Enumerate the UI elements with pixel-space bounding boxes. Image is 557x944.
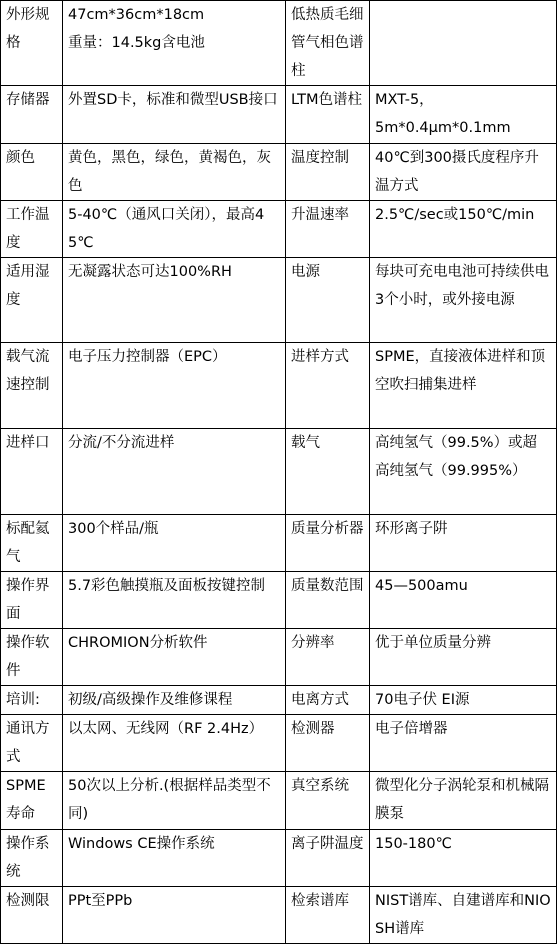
cell-label: 通讯方式 — [1, 715, 63, 772]
table-row — [1, 144, 557, 201]
cell-label: 检测器 — [286, 715, 370, 772]
cell-label: 载气 — [286, 429, 370, 515]
cell-value: 70电子伏 EI源 — [370, 686, 557, 715]
cell-value: 初级/高级操作及维修课程 — [63, 686, 286, 715]
cell-label: 培训: — [1, 686, 63, 715]
table-row — [1, 429, 557, 515]
table-row — [1, 572, 557, 629]
table-row — [1, 1, 557, 86]
table-row — [1, 515, 557, 572]
table-row — [1, 772, 557, 830]
cell-value: 无凝露状态可达100%RH — [63, 258, 286, 343]
table-row — [1, 887, 557, 944]
cell-label: 标配氦气 — [1, 515, 63, 572]
cell-label: 存储器 — [1, 86, 63, 144]
cell-value: PPt至PPb — [63, 887, 286, 944]
cell-value: 优于单位质量分辨 — [370, 629, 557, 686]
cell-value: CHROMION分析软件 — [63, 629, 286, 686]
cell-label: 外形规格 — [1, 1, 63, 86]
cell-value: 50次以上分析.(根据样品类型不同) — [63, 772, 286, 830]
cell-value: 每块可充电电池可持续供电3个小时，或外接电源 — [370, 258, 557, 343]
cell-value: SPME，直接液体进样和顶空吹扫捕集进样 — [370, 343, 557, 429]
cell-label: 进样方式 — [286, 343, 370, 429]
cell-label: 工作温度 — [1, 201, 63, 258]
cell-label: SPME寿命 — [1, 772, 63, 830]
cell-label: 升温速率 — [286, 201, 370, 258]
cell-value: MXT-5， 5m*0.4μm*0.1mm — [370, 86, 557, 144]
cell-label: 质量分析器 — [286, 515, 370, 572]
cell-value: 电子压力控制器（EPC） — [63, 343, 286, 429]
cell-label: 载气流速控制 — [1, 343, 63, 429]
cell-label: 电离方式 — [286, 686, 370, 715]
cell-label: 分辨率 — [286, 629, 370, 686]
cell-value: 45—500amu — [370, 572, 557, 629]
cell-label: 操作系统 — [1, 830, 63, 887]
cell-value: 高纯氢气（99.5%）或超高纯氢气（99.995%） — [370, 429, 557, 515]
table-row — [1, 715, 557, 772]
cell-label: 操作界面 — [1, 572, 63, 629]
cell-label: 检测限 — [1, 887, 63, 944]
cell-label: 真空系统 — [286, 772, 370, 830]
cell-label: 检索谱库 — [286, 887, 370, 944]
cell-value — [370, 1, 557, 86]
cell-value: 电子倍增器 — [370, 715, 557, 772]
spec-table-body — [1, 1, 557, 944]
cell-value: 以太网、无线网（RF 2.4Hz） — [63, 715, 286, 772]
table-row — [1, 201, 557, 258]
table-row — [1, 830, 557, 887]
cell-label: 离子阱温度 — [286, 830, 370, 887]
table-row — [1, 258, 557, 343]
cell-value: 5.7彩色触摸瓶及面板按键控制 — [63, 572, 286, 629]
cell-label: 电源 — [286, 258, 370, 343]
cell-value: 微型化分子涡轮泵和机械隔膜泵 — [370, 772, 557, 830]
cell-value: 环形离子阱 — [370, 515, 557, 572]
cell-label: 适用湿度 — [1, 258, 63, 343]
cell-value: 300个样品/瓶 — [63, 515, 286, 572]
cell-value: NIST谱库、自建谱库和NIOSH谱库 — [370, 887, 557, 944]
table-row — [1, 343, 557, 429]
table-row — [1, 629, 557, 686]
table-row — [1, 686, 557, 715]
cell-label: 低热质毛细管气相色谱柱 — [286, 1, 370, 86]
table-row — [1, 86, 557, 144]
cell-value: 5-40℃（通风口关闭），最高45℃ — [63, 201, 286, 258]
cell-label: 操作软件 — [1, 629, 63, 686]
cell-label: LTM色谱柱 — [286, 86, 370, 144]
cell-value: 40℃到300摄氏度程序升温方式 — [370, 144, 557, 201]
cell-value: 2.5℃/sec或150℃/min — [370, 201, 557, 258]
cell-value: 分流/不分流进样 — [63, 429, 286, 515]
cell-label: 质量数范围 — [286, 572, 370, 629]
cell-label: 颜色 — [1, 144, 63, 201]
cell-value: 47cm*36cm*18cm 重量：14.5kg含电池 — [63, 1, 286, 86]
cell-value: 外置SD卡，标准和微型USB接口 — [63, 86, 286, 144]
cell-value: Windows CE操作系统 — [63, 830, 286, 887]
cell-label: 进样口 — [1, 429, 63, 515]
cell-value: 黄色，黑色，绿色，黄褐色，灰色 — [63, 144, 286, 201]
cell-label: 温度控制 — [286, 144, 370, 201]
cell-value: 150-180℃ — [370, 830, 557, 887]
